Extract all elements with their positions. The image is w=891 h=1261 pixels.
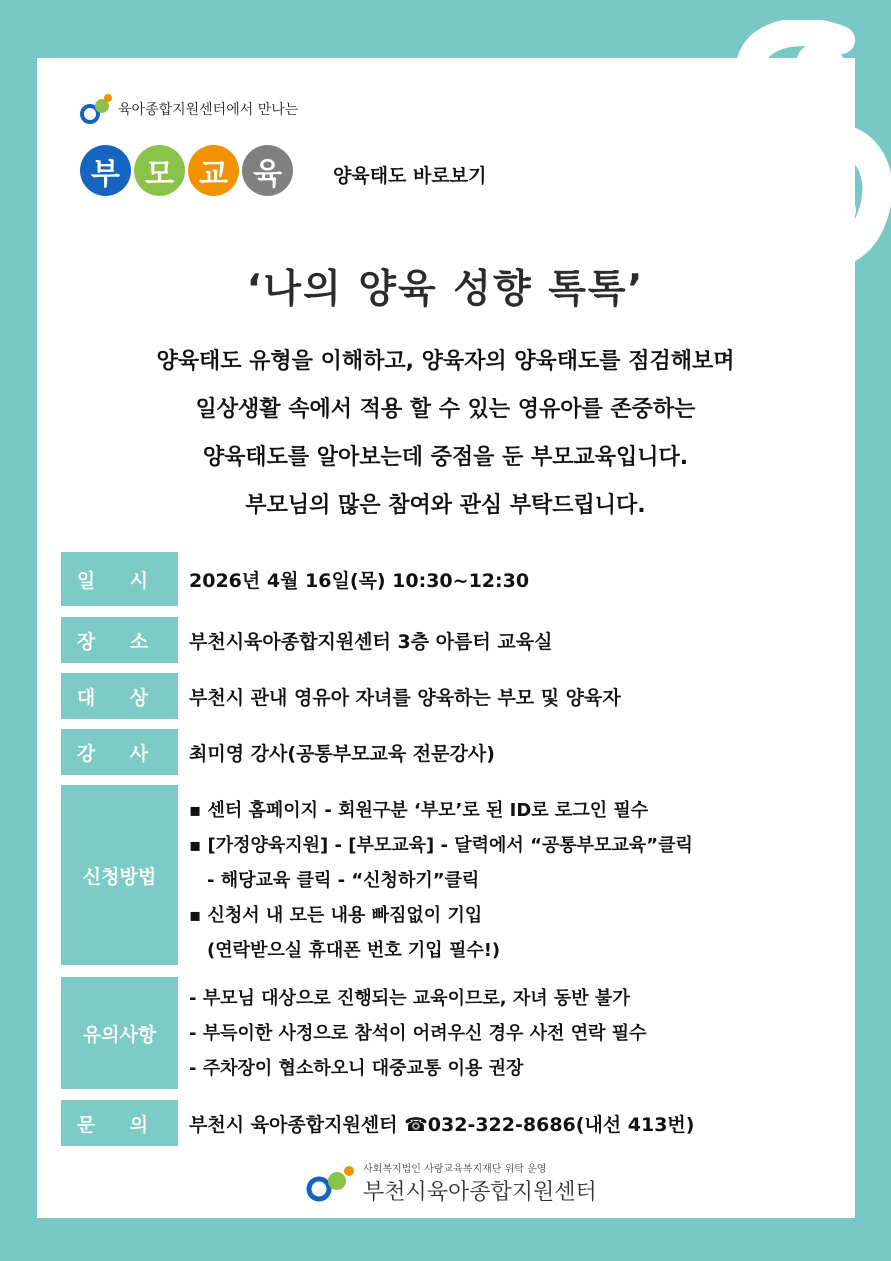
notes-row	[61, 977, 831, 1089]
circle-char-3: 교	[188, 145, 239, 196]
center-logo-icon	[80, 92, 114, 126]
apply-step: - 해당교육 클릭 - “신청하기”클릭	[207, 870, 480, 891]
intro-line: 부모님의 많은 참여와 관심 부탁드립니다.	[245, 493, 646, 518]
contact-label: 문 의	[61, 1100, 178, 1146]
program-subtitle: 양육태도 바로보기	[333, 165, 487, 187]
logo-caption: 육아종합지원센터에서 만나는	[118, 102, 299, 118]
apply-label: 신청방법	[61, 785, 178, 965]
footer-text	[363, 1160, 597, 1206]
circle-char-2: 모	[134, 145, 185, 196]
place-label: 장 소	[61, 617, 178, 663]
circle-char-4: 육	[242, 145, 293, 196]
note-item: - 부모님 대상으로 진행되는 교육이므로, 자녀 동반 불가	[189, 988, 630, 1009]
intro-line: 양육태도를 알아보는데 중점을 둔 부모교육입니다.	[202, 445, 689, 470]
operator-text: 사회복지법인 사랑교육복지재단 위탁 운영	[363, 1164, 547, 1175]
lecturer-value: 최미영 강사(공통부모교육 전문강사)	[189, 742, 495, 765]
intro-line: 일상생활 속에서 적용 할 수 있는 영유아를 존중하는	[195, 397, 696, 422]
apply-step: ▪ [가정양육지원] - [부모교육] - 달력에서 “공통부모교육”클릭	[189, 835, 693, 856]
note-item: - 부득이한 사정으로 참석이 어려우신 경우 사전 연락 필수	[189, 1023, 647, 1044]
date-value: 2026년 4월 16일(목) 10:30~12:30	[189, 569, 530, 592]
target-value: 부천시 관내 영유아 자녀를 양육하는 부모 및 양육자	[189, 686, 621, 709]
program-name-circles	[80, 145, 293, 196]
date-label: 일 시	[61, 552, 178, 606]
date-row	[61, 552, 831, 606]
lecturer-label: 강 사	[61, 729, 178, 775]
center-name: 부천시육아종합지원센터	[363, 1180, 597, 1205]
footer-logo	[305, 1160, 597, 1206]
target-row	[61, 673, 831, 719]
intro-line: 양육태도 유형을 이해하고, 양육자의 양육태도를 점검해보며	[156, 349, 735, 374]
note-item: - 주차장이 협소하오니 대중교통 이용 권장	[189, 1058, 524, 1079]
circle-char-1: 부	[80, 145, 131, 196]
center-logo-icon	[305, 1163, 357, 1203]
apply-step: ▪ 센터 홈페이지 - 회원구분 ‘부모’로 된 ID로 로그인 필수	[189, 800, 649, 821]
apply-row	[61, 785, 831, 965]
notes-list	[178, 977, 647, 1089]
page-title: ‘나의 양육 성향 톡톡’	[246, 267, 645, 312]
intro-text	[0, 342, 891, 534]
place-row	[61, 617, 831, 663]
program-logo	[80, 92, 298, 126]
contact-row	[61, 1100, 831, 1146]
apply-steps	[178, 785, 693, 965]
target-label: 대 상	[61, 673, 178, 719]
place-value: 부천시육아종합지원센터 3층 아름터 교육실	[189, 630, 553, 653]
lecturer-row	[61, 729, 831, 775]
contact-value: 부천시 육아종합지원센터 ☎032-322-8686(내선 413번)	[189, 1113, 695, 1136]
apply-step: (연락받으실 휴대폰 번호 기입 필수!)	[207, 940, 501, 961]
apply-step: ▪ 신청서 내 모든 내용 빠짐없이 기입	[189, 905, 483, 926]
notes-label: 유의사항	[61, 977, 178, 1089]
